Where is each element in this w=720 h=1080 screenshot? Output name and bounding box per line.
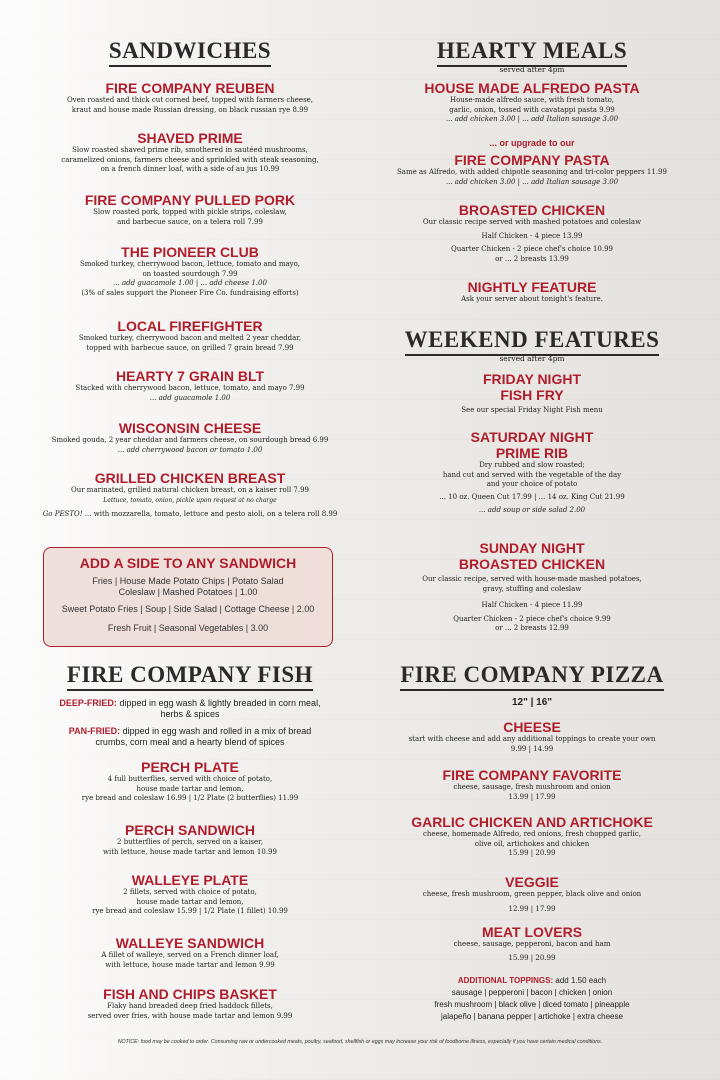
item-name: FISH FRY [500,387,564,403]
toppings-price: add 1.50 each [553,976,607,985]
item-name: NIGHTLY FEATURE [467,279,597,295]
menu-item-pizza-cheese [372,719,692,754]
menu-item-pizza-meat-lovers [372,924,692,963]
item-desc: Smoked gouda, 2 year cheddar and farmers cheese, on sourdough bread 6.99 [51,436,329,444]
item-desc: cheese, sausage, pepperoni, bacon and ham [453,940,611,948]
menu-item-friday-fish-fry [372,371,692,416]
item-desc: garlic, onion, tossed with cavatappi pasta 9.99 [449,105,615,114]
toppings-line: jalapeño | banana pepper | artichoke | extra cheese [441,1012,623,1021]
item-name: HOUSE MADE ALFREDO PASTA [424,80,640,96]
item-price: 12.99 | 17.99 [508,904,556,913]
item-name: WALLEYE PLATE [131,872,249,888]
item-name: LOCAL FIREFIGHTER [117,318,263,334]
item-desc: Dry rubbed and slow roasted; [479,461,585,469]
menu-item-pizza-veggie [372,874,692,914]
item-name: FRIDAY NIGHT [482,371,581,387]
item-desc: with lettuce, house made tartar and lemon 9.99 [105,960,275,969]
item-name: FIRE COMPANY PULLED PORK [84,192,296,208]
item-desc: Our classic recipe, served with house-made mashed potatoes, [422,575,642,583]
item-pesto [30,510,350,520]
menu-item-wisconsin-cheese [30,420,350,455]
item-desc: Our marinated, grilled natural chicken breast, on a kaiser roll 7.99 [70,486,310,494]
item-desc: cheese, sausage, fresh mushroom and onion [453,783,611,791]
item-desc: 2 butterflies of perch, served on a kaiser, [117,838,263,846]
item-desc: with lettuce, house made tartar and lemon 10.99 [103,847,277,856]
menu-item-blt [30,368,350,403]
menu-item-sunday-broasted-chicken [372,540,692,634]
item-name: WALLEYE SANDWICH [115,935,265,951]
item-desc: and your choice of potato [486,480,578,488]
item-desc: house made tartar and lemon, [136,897,244,906]
item-desc: cheese, homemade Alfredo, red onions, fresh chopped garlic, [423,830,641,838]
item-name: BROASTED CHICKEN [458,556,606,572]
side-line: Fries | House Made Potato Chips | Potato Salad [92,576,284,586]
menu-item-walleye-plate [30,872,350,917]
pizza-heading: FIRE COMPANY PIZZA [372,662,692,691]
item-price: 9.99 | 14.99 [510,744,554,753]
item-desc: caramelized onions, farmers cheese and sprinkled with steak seasoning, [61,155,319,164]
item-name: PRIME RIB [495,445,569,461]
item-addon: ... add guacamole 1.00 [149,393,231,402]
item-name: THE PIONEER CLUB [121,244,259,260]
pesto-desc: with mozzarella, tomato, lettuce and pesto aioli, on a telera roll 8.99 [91,510,338,518]
menu-item-pioneer-club [30,244,350,298]
menu-item-fish-and-chips [30,986,350,1021]
item-price: or ... 2 breasts 13.99 [495,254,569,263]
side-line: Sweet Potato Fries | Soup | Side Salad | Cottage Cheese | 2.00 [61,604,315,614]
item-addon: ... add guacamole 1.00 | ... add cheese 1.00 [113,279,267,287]
item-name: FIRE COMPANY PASTA [454,152,610,168]
menu-item-pulled-pork [30,192,350,227]
side-line: Coleslaw | Mashed Potatoes | 1.00 [118,587,258,597]
item-desc: Slow roasted pork, topped with pickle strips, coleslaw, [93,208,287,216]
menu-item-saturday-prime-rib [372,429,692,516]
item-addon: ... add chicken 3.00 | ... add Italian sausage 3.00 [445,177,619,186]
menu-item-alfredo [372,80,692,125]
item-note: (3% of sales support the Pioneer Fire Co. fundraising efforts) [81,288,299,297]
item-desc: on toasted sourdough 7.99 [142,269,238,278]
item-name: SUNDAY NIGHT [479,540,585,556]
menu-item-local-firefighter [30,318,350,353]
hearty-subtitle: served after 4pm [499,65,565,74]
item-name: FISH AND CHIPS BASKET [103,986,277,1002]
item-name: BROASTED CHICKEN [458,202,606,218]
item-price: 13.99 | 17.99 [508,792,556,801]
item-note: Lettuce, tomato, onion, pickle upon request at no charge [103,496,277,504]
item-desc: house made tartar and lemon, [136,784,244,793]
menu-item-perch-sandwich [30,822,350,857]
item-name: SATURDAY NIGHT [470,429,594,445]
item-desc: olive oil, artichokes and chicken [474,839,590,848]
add-a-side-box [43,547,333,647]
item-desc: A fillet of walleye, served on a French dinner loaf, [101,951,279,959]
toppings-line: fresh mushroom | black olive | diced tomato | pineapple [434,1000,630,1009]
item-name: CHEESE [503,719,561,735]
item-desc: Smoked turkey, cherrywood bacon, lettuce, tomato and mayo, [79,260,301,268]
pizza-sizes: 12" | 16" [511,697,553,708]
item-desc: Slow roasted shaved prime rib, smothered in sautéed mushrooms, [72,146,308,154]
item-name: GARLIC CHICKEN AND ARTICHOKE [411,814,653,830]
pesto-label: Go PESTO! ... [42,510,92,518]
sandwiches-heading: SANDWICHES [30,38,350,67]
menu-item-pizza-garlic-chicken [372,814,692,859]
item-desc: Same as Alfredo, with added chipotle seasoning and tri-color peppers 11.99 [397,168,667,176]
item-addon: ... add cherrywood bacon or tomato 1.00 [117,445,263,454]
upgrade-note: ... or upgrade to our [489,138,575,148]
deep-fried-text: herbs & spices [160,709,220,719]
menu-item-reuben [30,80,350,115]
item-desc: Smoked turkey, cherrywood bacon and melted 2 year cheddar, [78,334,302,342]
item-desc: House-made alfredo sauce, with fresh tomato, [449,96,615,104]
item-price: ... 10 oz. Queen Cut 17.99 | ... 14 oz. King Cut 21.99 [439,492,625,501]
item-desc: kraut and house made Russian dressing, on black russian rye 8.99 [71,105,309,114]
pan-fried-label: PAN-FRIED: [68,726,121,736]
item-desc: See our special Friday Night Fish menu [461,406,603,414]
pan-fried-text: dipped in egg wash and rolled in a mix of bread [120,726,312,736]
item-name: PERCH PLATE [141,759,239,775]
item-desc: rye bread and coleslaw 16.99 | 1/2 Plate (2 butterflies) 11.99 [81,794,299,802]
toppings-label: ADDITIONAL TOPPINGS: [457,976,554,985]
item-price: 15.99 | 20.99 [508,953,556,962]
item-price: 15.99 | 20.99 [508,849,556,857]
item-name: PERCH SANDWICH [125,822,255,838]
item-desc: on a french dinner loaf, with a side of au jus 10.99 [100,165,280,173]
weekend-features-heading: WEEKEND FEATURES [372,327,692,356]
menu-item-grilled-chicken [30,470,350,520]
item-desc: topped with barbecue sauce, on grilled 7 grain bread 7.99 [86,343,294,352]
deep-fried-label: DEEP-FRIED: [59,698,117,708]
menu-item-shaved-prime [30,130,350,175]
item-desc: hand cut and served with the vegetable of the day [442,470,622,479]
pan-fried-text: crumbs, corn meal and a hearty blend of spices [95,737,285,747]
item-desc: Oven roasted and thick cut corned beef, topped with farmers cheese, [66,96,314,104]
menu-item-pizza-favorite [372,767,692,802]
item-price: Quarter Chicken - 2 piece chef's choice 10.99 [451,245,613,253]
item-price: Half Chicken - 4 piece 11.99 [481,601,583,609]
item-name: HEARTY 7 GRAIN BLT [115,368,265,384]
menu-item-broasted-chicken [372,202,692,264]
item-name: VEGGIE [505,874,559,890]
item-desc: Stacked with cherrywood bacon, lettuce, tomato, and mayo 7.99 [75,384,305,392]
item-desc: and barbecue sauce, on a telera roll 7.99 [117,217,263,226]
item-desc: Ask your server about tonight's feature. [461,295,603,303]
food-safety-notice: NOTICE: food may be cooked to order. Consuming raw or undercooked meats, poultry, seafood, shellfish or eggs may increase your risk of foodborne illness, especially if you have certain medical conditions. [117,1039,603,1045]
item-desc: 2 fillets, served with choice of potato, [123,888,257,896]
item-desc: start with cheese and add any additional toppings to create your own [408,735,656,743]
item-name: MEAT LOVERS [481,924,583,940]
side-heading: ADD A SIDE TO ANY SANDWICH [79,555,297,571]
item-name: FIRE COMPANY FAVORITE [442,767,622,783]
item-desc: cheese, fresh mushroom, green pepper, black olive and onion [422,890,642,898]
item-addon: ... add chicken 3.00 | ... add Italian sausage 3.00 [445,115,619,123]
item-desc: Flaky hand breaded deep fried haddock fillets, [107,1002,273,1010]
toppings-line: sausage | pepperoni | bacon | chicken | onion [451,988,613,997]
sandwiches-column [30,0,350,540]
side-line: Fresh Fruit | Seasonal Vegetables | 3.00 [107,623,269,633]
item-desc: served over fries, with house made tartar and lemon 9.99 [87,1011,293,1020]
hearty-meals-heading: HEARTY MEALS [372,38,692,67]
item-name: GRILLED CHICKEN BREAST [94,470,286,486]
weekend-subtitle: served after 4pm [499,354,565,363]
hearty-meals-column [372,0,692,660]
item-addon: ... add soup or side salad 2.00 [478,506,586,514]
item-price: Quarter Chicken - 2 piece chef's choice 9.99 [453,614,611,623]
fish-heading: FIRE COMPANY FISH [30,662,350,691]
pan-fried-note [30,726,350,748]
item-name: SHAVED PRIME [137,130,243,146]
fish-column [30,660,350,1030]
item-price: Half Chicken - 4 piece 13.99 [481,231,583,240]
item-desc: gravy, stuffing and coleslaw [482,584,582,593]
deep-fried-text: dipped in egg wash & lightly breaded in corn meal, [116,698,321,708]
menu-item-fire-company-pasta [372,152,692,187]
item-name: FIRE COMPANY REUBEN [105,80,275,96]
menu-item-perch-plate [30,759,350,804]
item-name: WISCONSIN CHEESE [118,420,262,436]
item-desc: rye bread and coleslaw 15.99 | 1/2 Plate (1 fillet) 10.99 [92,907,288,915]
deep-fried-note [30,698,350,720]
additional-toppings [372,975,692,1023]
item-desc: Our classic recipe served with mashed potatoes and coleslaw [422,218,642,226]
menu-item-walleye-sandwich [30,935,350,970]
item-desc: 4 full butterflies, served with choice of potato, [107,775,273,783]
pizza-column [372,660,692,1030]
item-price: or ... 2 breasts 12.99 [495,624,569,632]
menu-item-nightly-feature [372,279,692,305]
